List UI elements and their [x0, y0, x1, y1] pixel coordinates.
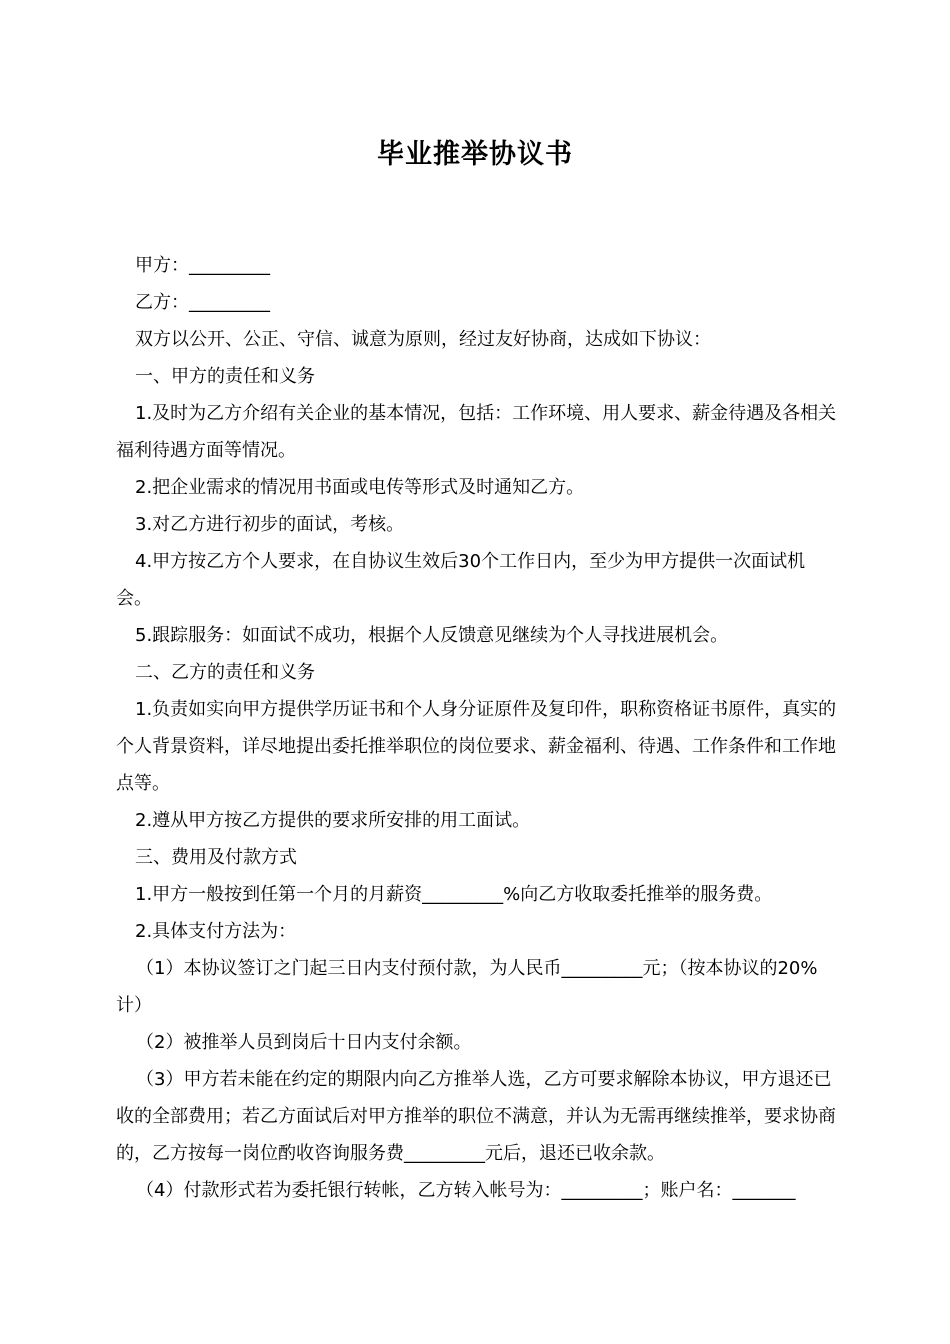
section-3-subitem-1: （1）本协议签订之门起三日内支付预付款，为人民币_________元；（按本协议的20%计） [116, 958, 818, 1016]
section-3-item-2: 2.具体支付方法为： [135, 921, 297, 942]
section-2-item-1: 1.负责如实向甲方提供学历证书和个人身分证原件及复印件，职称资格证书原件，真实的个人背景资料，详尽地提出委托推举职位的岗位要求、薪金福利、待遇、工作条件和工作地点等。 [116, 699, 837, 794]
section-3-subitem-2: （2）被推举人员到岗后十日内支付余额。 [136, 1032, 472, 1053]
section-1-item-4: 4.甲方按乙方个人要求，在自协议生效后30个工作日内，至少为甲方提供一次面试机会。 [116, 551, 806, 609]
document-title: 毕业推举协议书 [377, 139, 573, 170]
section-1-item-5: 5.跟踪服务：如面试不成功，根据个人反馈意见继续为个人寻找进展机会。 [135, 625, 729, 646]
section-1-item-3: 3.对乙方进行初步的面试，考核。 [135, 514, 405, 535]
section-heading-2: 二、乙方的责任和义务 [135, 662, 315, 683]
section-2-item-2: 2.遵从甲方按乙方提供的要求所安排的用工面试。 [135, 810, 531, 831]
section-3-subitem-4: （4）付款形式若为委托银行转帐，乙方转入帐号为：_________；账户名：_______ [136, 1180, 796, 1201]
section-heading-3: 三、费用及付款方式 [135, 847, 297, 868]
section-1-item-1: 1.及时为乙方介绍有关企业的基本情况，包括：工作环境、用人要求、薪金待遇及各相关福利待遇方面等情况。 [116, 403, 837, 461]
section-3-subitem-3: （3）甲方若未能在约定的期限内向乙方推举人选，乙方可要求解除本协议，甲方退还已收的全部费用；若乙方面试后对甲方推举的职位不满意，并认为无需再继续推举，要求协商的，乙方按每一岗位酌收咨询服务费_________元后，退还已收余款。 [116, 1069, 836, 1164]
intro-paragraph: 双方以公开、公正、守信、诚意为原则，经过友好协商，达成如下协议： [135, 329, 711, 350]
section-1-item-2: 2.把企业需求的情况用书面或电传等形式及时通知乙方。 [135, 477, 585, 498]
document-body [116, 247, 838, 1209]
section-3-item-1: 1.甲方一般按到任第一个月的月薪资_________%向乙方收取委托推举的服务费。 [135, 884, 773, 905]
party-a-line: 甲方：_________ [135, 255, 270, 276]
section-heading-1: 一、甲方的责任和义务 [135, 366, 315, 387]
party-b-line: 乙方：_________ [135, 292, 270, 313]
